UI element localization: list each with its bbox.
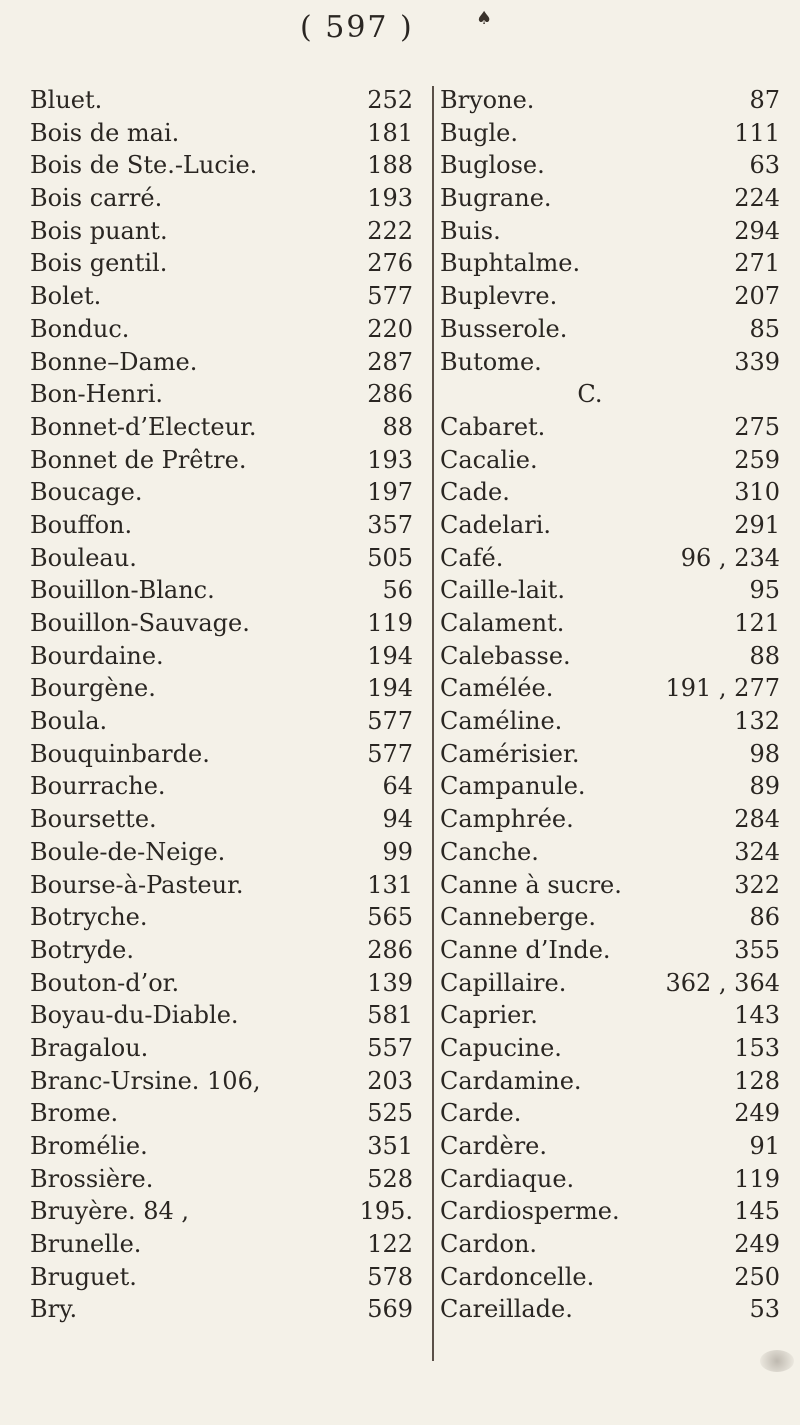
- index-entry: [30, 934, 430, 967]
- entry-page-ref: 252: [367, 86, 413, 114]
- entry-page-ref: 88: [382, 412, 413, 441]
- entry-term: Bonne–Dame.: [30, 347, 198, 376]
- entry-term: Bouffon.: [30, 510, 133, 539]
- index-entry: [30, 1065, 430, 1098]
- entry-page-ref: 194: [367, 674, 413, 703]
- entry-page-ref: 132: [734, 707, 780, 736]
- index-entry: [30, 1293, 430, 1326]
- entry-term: Botryche.: [30, 903, 148, 932]
- section-heading: C.: [577, 380, 603, 409]
- entry-term: Bry.: [30, 1295, 78, 1324]
- index-entry: [440, 117, 780, 150]
- entry-term: Caprier.: [440, 1001, 538, 1030]
- entry-page-ref: 95: [749, 576, 780, 605]
- index-entry: [30, 869, 430, 902]
- entry-term: Carde.: [440, 1099, 522, 1128]
- entry-page-ref: 565: [367, 903, 413, 932]
- entry-page-ref: 224: [734, 184, 780, 213]
- entry-page-ref: 294: [734, 216, 780, 245]
- entry-term: Cardiosperme.: [440, 1197, 620, 1226]
- entry-page-ref: 143: [734, 1001, 780, 1030]
- entry-term: Brunelle.: [30, 1230, 142, 1259]
- entry-term: Bourse-à-Pasteur.: [30, 870, 244, 899]
- entry-page-ref: 351: [367, 1132, 413, 1160]
- page-number: ( 597 ): [300, 10, 414, 45]
- entry-page-ref: 87: [749, 86, 780, 114]
- index-entry: [440, 1097, 780, 1130]
- index-entry: [440, 1032, 780, 1065]
- entry-term: Buplevre.: [440, 282, 558, 311]
- index-entry: [440, 182, 780, 215]
- entry-page-ref: 131: [367, 870, 413, 899]
- entry-term: Buphtalme.: [440, 249, 581, 278]
- entry-page-ref: 64: [382, 772, 413, 801]
- index-entry: [440, 84, 780, 117]
- index-entry: [440, 1228, 780, 1261]
- entry-term: Careillade.: [440, 1295, 573, 1324]
- entry-term: Bouleau.: [30, 543, 137, 572]
- entry-page-ref: 121: [734, 609, 780, 637]
- index-entry: [30, 836, 430, 869]
- entry-term: Calebasse.: [440, 641, 571, 670]
- entry-term: Busserole.: [440, 314, 568, 343]
- entry-page-ref: 89: [749, 772, 780, 801]
- index-entry: [440, 411, 780, 444]
- index-entry: [30, 411, 430, 444]
- entry-term: Branc-Ursine. 106,: [30, 1066, 261, 1095]
- entry-term: Botryde.: [30, 935, 134, 964]
- index-entry: [440, 574, 780, 607]
- entry-term: Cacalie.: [440, 445, 538, 474]
- index-entry: [440, 803, 780, 836]
- entry-page-ref: 528: [367, 1164, 413, 1193]
- index-entry: [440, 836, 780, 869]
- index-entry: [440, 705, 780, 738]
- entry-term: Bonduc.: [30, 314, 130, 343]
- entry-term: Calament.: [440, 609, 565, 637]
- index-entry: [440, 1130, 780, 1163]
- entry-term: Canne à sucre.: [440, 870, 622, 899]
- entry-term: Canche.: [440, 837, 539, 866]
- index-entry: [30, 542, 430, 575]
- index-entry: [30, 901, 430, 934]
- entry-term: Cardamine.: [440, 1066, 582, 1095]
- entry-page-ref: 122: [367, 1230, 413, 1259]
- entry-page-ref: 355: [734, 935, 780, 964]
- index-entry: [30, 607, 430, 640]
- index-entry: [30, 672, 430, 705]
- entry-page-ref: 193: [367, 184, 413, 213]
- entry-term: Campanule.: [440, 772, 586, 801]
- entry-page-ref: 286: [367, 380, 413, 409]
- entry-term: Brossière.: [30, 1164, 154, 1193]
- index-entry: [440, 999, 780, 1032]
- entry-term: Café.: [440, 543, 504, 572]
- entry-term: Camérisier.: [440, 739, 580, 768]
- entry-page-ref: 569: [367, 1295, 413, 1324]
- entry-page-ref: 577: [367, 739, 413, 768]
- entry-term: Bois gentil.: [30, 249, 168, 278]
- entry-page-ref: 339: [734, 347, 780, 376]
- entry-page-ref: 581: [367, 1001, 413, 1030]
- index-entry: [30, 1097, 430, 1130]
- index-column-right: [440, 84, 780, 1326]
- entry-page-ref: 119: [367, 609, 413, 637]
- entry-page-ref: 578: [367, 1262, 413, 1291]
- index-entry: [30, 378, 430, 411]
- entry-page-ref: 222: [367, 216, 413, 245]
- index-entry: [440, 444, 780, 477]
- entry-term: Bouquinbarde.: [30, 739, 210, 768]
- index-entry: [30, 509, 430, 542]
- index-entry: [440, 215, 780, 248]
- index-column-left: [30, 84, 430, 1326]
- printer-mark: ♠: [476, 8, 495, 29]
- entry-page-ref: 220: [367, 314, 413, 343]
- entry-term: Cade.: [440, 478, 510, 507]
- entry-term: Bonnet de Prêtre.: [30, 445, 247, 474]
- entry-page-ref: 56: [382, 576, 413, 605]
- entry-term: Bon-Henri.: [30, 380, 164, 409]
- entry-term: Bois carré.: [30, 184, 163, 213]
- entry-page-ref: 259: [734, 445, 780, 474]
- entry-page-ref: 525: [367, 1099, 413, 1128]
- index-entry: [30, 1195, 430, 1228]
- index-entry: [440, 1293, 780, 1326]
- index-entry: [30, 280, 430, 313]
- index-entry: [440, 313, 780, 346]
- entry-page-ref: 145: [734, 1197, 780, 1226]
- entry-page-ref: 203: [367, 1066, 413, 1095]
- index-entry: [30, 182, 430, 215]
- entry-page-ref: 128: [734, 1066, 780, 1095]
- index-entry: [440, 542, 780, 575]
- entry-page-ref: 577: [367, 707, 413, 736]
- entry-term: Bourdaine.: [30, 641, 164, 670]
- entry-term: Cadelari.: [440, 510, 551, 539]
- entry-page-ref: 276: [367, 249, 413, 278]
- index-entry: [440, 509, 780, 542]
- entry-term: Camphrée.: [440, 805, 574, 834]
- index-entry: [440, 1065, 780, 1098]
- entry-term: Boucage.: [30, 478, 143, 507]
- entry-term: Caille-lait.: [440, 576, 565, 605]
- index-entry: [30, 1261, 430, 1294]
- index-entry: [440, 869, 780, 902]
- entry-page-ref: 197: [367, 478, 413, 507]
- entry-page-ref: 188: [367, 151, 413, 180]
- index-entry: [440, 967, 780, 1000]
- entry-term: Bouillon-Blanc.: [30, 576, 215, 605]
- entry-term: Cabaret.: [440, 412, 546, 441]
- entry-page-ref: 505: [367, 543, 413, 572]
- index-entry: [30, 574, 430, 607]
- entry-page-ref: 181: [367, 118, 413, 147]
- index-entry: [30, 705, 430, 738]
- entry-page-ref: 287: [367, 347, 413, 376]
- entry-page-ref: 94: [382, 805, 413, 834]
- index-entry: [30, 247, 430, 280]
- entry-page-ref: 193: [367, 445, 413, 474]
- entry-page-ref: 291: [734, 510, 780, 539]
- entry-term: Bouton-d’or.: [30, 968, 180, 997]
- entry-term: Bluet.: [30, 86, 103, 114]
- index-entry: [30, 999, 430, 1032]
- entry-page-ref: 362 , 364: [665, 968, 780, 997]
- ink-smudge: [760, 1350, 794, 1372]
- entry-term: Bryone.: [440, 86, 535, 114]
- index-entry: [440, 247, 780, 280]
- entry-term: Buis.: [440, 216, 501, 245]
- entry-term: Bugle.: [440, 118, 518, 147]
- index-entry: [30, 967, 430, 1000]
- entry-page-ref: 63: [749, 151, 780, 180]
- entry-term: Buglose.: [440, 151, 545, 180]
- entry-term: Butome.: [440, 347, 542, 376]
- entry-page-ref: 271: [734, 249, 780, 278]
- index-entry: [440, 672, 780, 705]
- index-entry: [30, 770, 430, 803]
- entry-term: Boyau-du-Diable.: [30, 1001, 239, 1030]
- entry-term: Bruguet.: [30, 1262, 137, 1291]
- index-entry: [440, 1195, 780, 1228]
- index-entry: [440, 901, 780, 934]
- entry-term: Bourgène.: [30, 674, 156, 703]
- index-entry: [30, 1228, 430, 1261]
- entry-page-ref: 191 , 277: [665, 674, 780, 703]
- entry-term: Cardère.: [440, 1132, 548, 1160]
- entry-term: Brome.: [30, 1099, 119, 1128]
- entry-term: Bouillon-Sauvage.: [30, 609, 250, 637]
- entry-page-ref: 577: [367, 282, 413, 311]
- entry-term: Bugrane.: [440, 184, 552, 213]
- entry-page-ref: 557: [367, 1033, 413, 1062]
- column-divider: [432, 86, 434, 1361]
- entry-term: Capucine.: [440, 1033, 562, 1062]
- entry-term: Boule-de-Neige.: [30, 837, 226, 866]
- index-entry: [30, 117, 430, 150]
- entry-term: Bragalou.: [30, 1033, 149, 1062]
- index-entry: [440, 1261, 780, 1294]
- index-entry: [440, 476, 780, 509]
- entry-page-ref: 357: [367, 510, 413, 539]
- index-entry: [440, 149, 780, 182]
- entry-page-ref: 153: [734, 1033, 780, 1062]
- index-entry: [30, 444, 430, 477]
- entry-page-ref: 111: [734, 118, 780, 147]
- entry-page-ref: 275: [734, 412, 780, 441]
- entry-page-ref: 324: [734, 837, 780, 866]
- entry-page-ref: 207: [734, 282, 780, 311]
- entry-term: Bromélie.: [30, 1132, 148, 1160]
- entry-page-ref: 99: [382, 837, 413, 866]
- index-entry: [30, 313, 430, 346]
- index-entry: [440, 346, 780, 379]
- entry-page-ref: 96 , 234: [680, 543, 780, 572]
- page-header: [0, 6, 800, 50]
- index-entry: [30, 149, 430, 182]
- entry-term: Cardiaque.: [440, 1164, 575, 1193]
- index-entry: [440, 280, 780, 313]
- entry-term: Cardon.: [440, 1230, 538, 1259]
- index-entry: [30, 803, 430, 836]
- entry-term: Boursette.: [30, 805, 157, 834]
- entry-page-ref: 88: [749, 641, 780, 670]
- entry-page-ref: 86: [749, 903, 780, 932]
- index-entry: [440, 770, 780, 803]
- index-entry: [30, 84, 430, 117]
- entry-page-ref: 119: [734, 1164, 780, 1193]
- entry-page-ref: 310: [734, 478, 780, 507]
- index-entry: [440, 934, 780, 967]
- index-entry: [30, 1032, 430, 1065]
- entry-term: Canne d’Inde.: [440, 935, 611, 964]
- entry-term: Capillaire.: [440, 968, 567, 997]
- entry-page-ref: 250: [734, 1262, 780, 1291]
- index-entry: [440, 738, 780, 771]
- index-entry: [30, 346, 430, 379]
- entry-page-ref: 85: [749, 314, 780, 343]
- entry-page-ref: 322: [734, 870, 780, 899]
- index-entry: [440, 607, 780, 640]
- index-entry: [30, 640, 430, 673]
- entry-term: Bonnet-d’Electeur.: [30, 412, 257, 441]
- entry-page-ref: 249: [734, 1099, 780, 1128]
- entry-term: Bois de Ste.-Lucie.: [30, 151, 258, 180]
- index-entry: [30, 215, 430, 248]
- entry-page-ref: 249: [734, 1230, 780, 1259]
- entry-page-ref: 53: [749, 1295, 780, 1324]
- entry-page-ref: 194: [367, 641, 413, 670]
- entry-term: Bois de mai.: [30, 118, 180, 147]
- entry-page-ref: 286: [367, 935, 413, 964]
- index-entry: [30, 476, 430, 509]
- index-entry: [30, 1163, 430, 1196]
- entry-term: Camélée.: [440, 674, 554, 703]
- entry-page-ref: 139: [367, 968, 413, 997]
- entry-term: Canneberge.: [440, 903, 597, 932]
- index-entry: [440, 640, 780, 673]
- entry-term: Bois puant.: [30, 216, 168, 245]
- index-entry: [440, 1163, 780, 1196]
- entry-page-ref: 284: [734, 805, 780, 834]
- index-entry: [30, 1130, 430, 1163]
- entry-term: Cardoncelle.: [440, 1262, 595, 1291]
- entry-term: Caméline.: [440, 707, 563, 736]
- index-entry: [30, 738, 430, 771]
- entry-term: Bruyère. 84 ,: [30, 1197, 190, 1226]
- entry-page-ref: 91: [749, 1132, 780, 1160]
- entry-page-ref: 98: [749, 739, 780, 768]
- entry-term: Bourrache.: [30, 772, 166, 801]
- entry-term: Boula.: [30, 707, 108, 736]
- entry-page-ref: 195.: [359, 1197, 413, 1226]
- entry-term: Bolet.: [30, 282, 102, 311]
